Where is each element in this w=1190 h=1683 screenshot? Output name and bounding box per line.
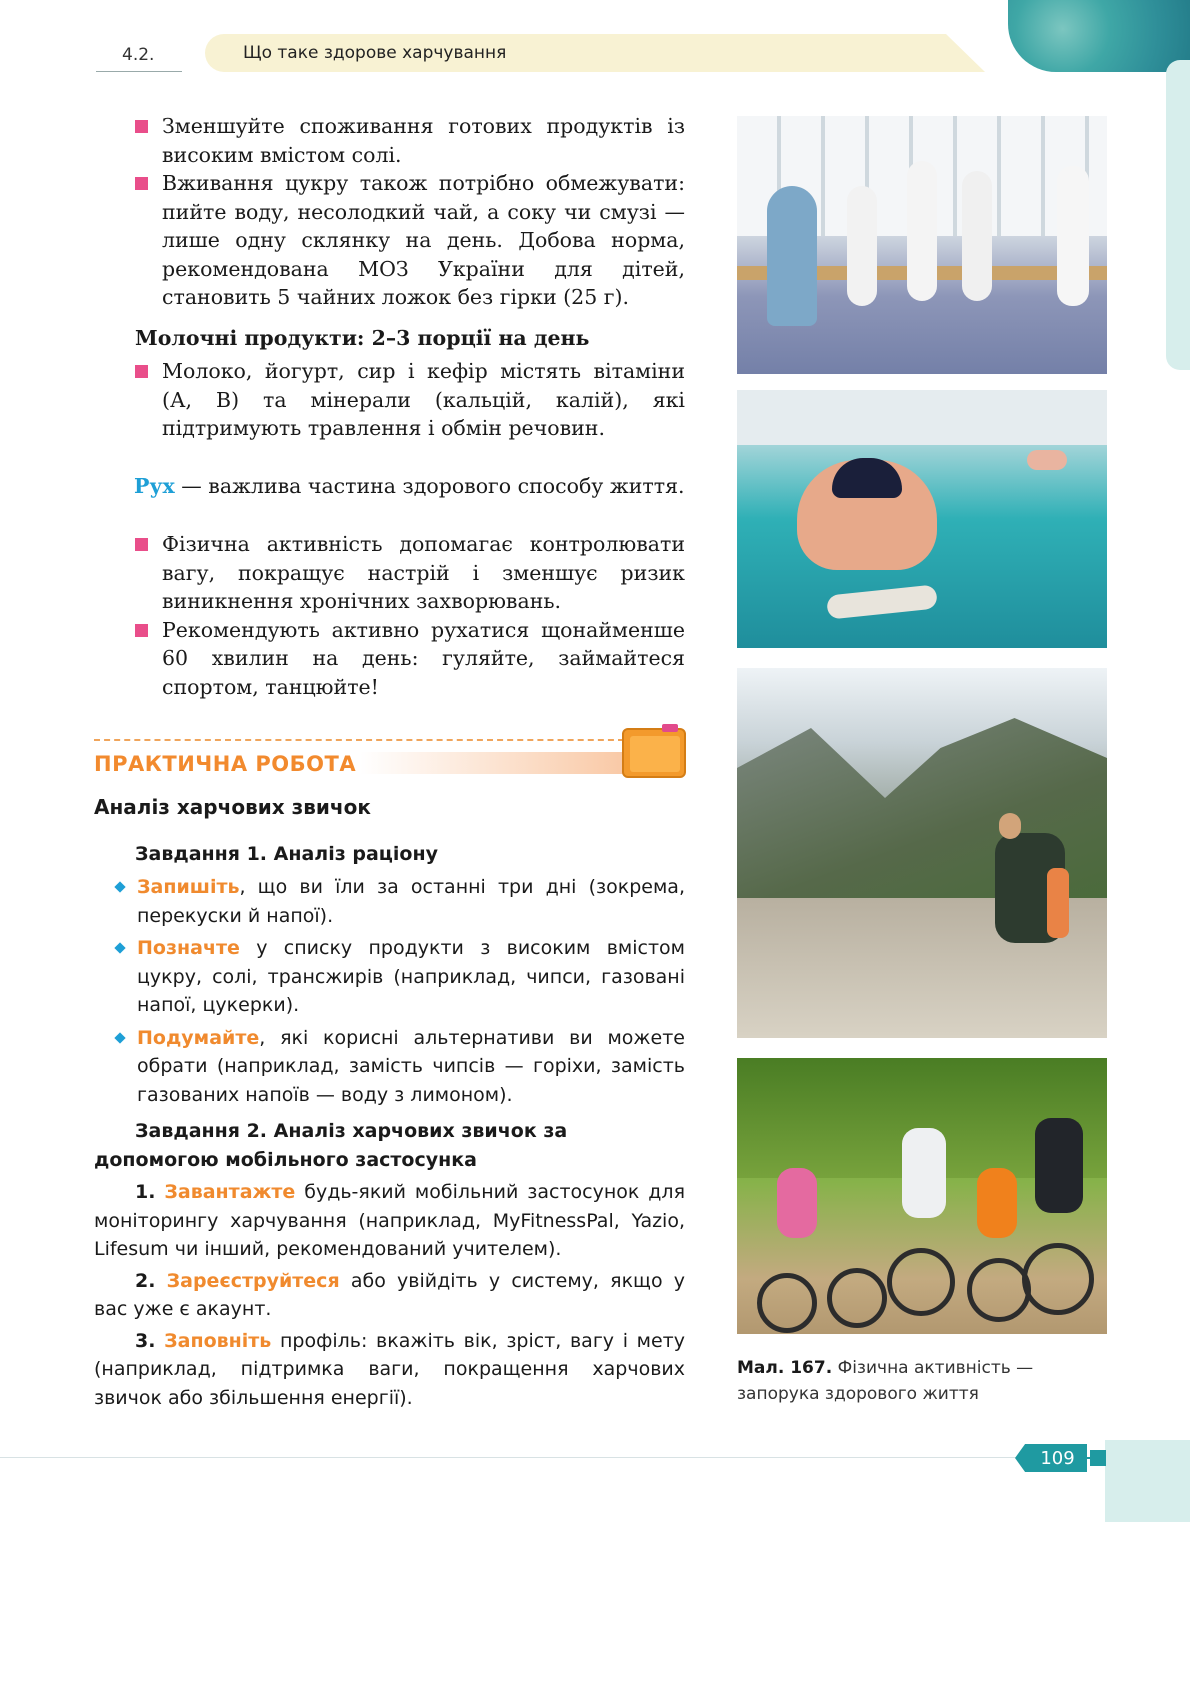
- section-number: 4.2.: [96, 38, 182, 72]
- dairy-list: [135, 357, 685, 443]
- list-item: Запишіть, що ви їли за останні три дні (зокрема, перекуски й напої).: [116, 873, 685, 930]
- bullet-square-icon: [135, 624, 148, 637]
- practical-label: ПРАКТИЧНА РОБОТА: [94, 752, 357, 776]
- figure-caption-text: Фізична активність — запорука здорового життя: [737, 1358, 1034, 1404]
- section-title: Що таке здорове харчування: [243, 43, 507, 63]
- practical-title: Аналіз харчових звичок: [94, 795, 371, 819]
- movement-paragraph: [94, 472, 685, 501]
- photo-hiker-mountains: [737, 668, 1107, 1038]
- diamond-bullet-icon: [114, 942, 125, 953]
- task2-heading: Завдання 2. Аналіз харчових звичок за допомогою мобільного застосунка: [94, 1120, 568, 1171]
- list-item: Рекомендують активно рухатися щонайменше 60 хвилин на день: гуляйте, займайтеся спортом, танцюйте!: [135, 616, 685, 702]
- salt-sugar-list: [135, 112, 685, 312]
- list-item: Позначте у списку продукти з високим вмістом цукру, солі, трансжирів (наприклад, чипси, газовані напої, цукерки).: [116, 934, 685, 1020]
- section-gradient: [360, 752, 625, 774]
- list-item: Молоко, йогурт, сир і кефір містять вітаміни (А, В) та мінерали (кальцій, калій), які підтримують травлення і обмін речовин.: [135, 357, 685, 443]
- side-band: [1166, 60, 1190, 370]
- list-item: Подумайте, які корисні альтернативи ви можете обрати (наприклад, замість чипсів — горіхи, замість газованих напоїв — воду з лимоном).: [116, 1024, 685, 1110]
- task1-list: [116, 873, 685, 1109]
- figure-label: Мал. 167.: [737, 1358, 833, 1378]
- bullet-square-icon: [135, 120, 148, 133]
- folder-icon: [622, 728, 686, 778]
- movement-definition: — важлива частина здорового способу життя.: [174, 474, 685, 498]
- bullet-square-icon: [135, 365, 148, 378]
- task2-steps: [94, 1178, 685, 1412]
- footer-band: [1105, 1440, 1190, 1522]
- page-number: 109: [1040, 1447, 1075, 1469]
- photo-family-cycling: [737, 1058, 1107, 1334]
- photo-children-exercising: [737, 116, 1107, 374]
- list-item: Зменшуйте споживання готових продуктів із високим вмістом солі.: [135, 112, 685, 169]
- list-item: Вживання цукру також потрібно обмежувати: пийте воду, несолодкий чай, а соку чи смузі — лише одну склянку на день. Добова норма, рекомендована МОЗ України для дітей, становить 5 чайних ложок без гірки (25 г).: [135, 169, 685, 312]
- corner-decoration: [1008, 0, 1190, 72]
- list-item: 3. Заповніть профіль: вкажіть вік, зріст, вагу і мету (наприклад, підтримка ваги, покращення харчових звичок або збільшення енергії).: [94, 1329, 685, 1409]
- bullet-square-icon: [135, 538, 148, 551]
- dairy-heading: Молочні продукти: 2–3 порції на день: [135, 326, 590, 350]
- list-item: Фізична активність допомагає контролювати вагу, покращує настрій і зменшує ризик виникнення хронічних захворювань.: [135, 530, 685, 616]
- page-marker-square-icon: [1090, 1450, 1106, 1466]
- movement-list: [135, 530, 685, 701]
- bullet-square-icon: [135, 177, 148, 190]
- task1-heading: Завдання 1. Аналіз раціону: [135, 843, 438, 865]
- footer-line: [0, 1457, 1190, 1458]
- section-divider: [94, 739, 624, 741]
- movement-term: Рух: [134, 474, 175, 498]
- photo-boy-swimming: [737, 390, 1107, 648]
- diamond-bullet-icon: [114, 1032, 125, 1043]
- figure-caption: [737, 1355, 1109, 1407]
- diamond-bullet-icon: [114, 881, 125, 892]
- list-item: 2. Зареєструйтеся або увійдіть у систему, якщо у вас уже є акаунт.: [94, 1269, 685, 1320]
- list-item: 1. Завантажте будь-який мобільний застосунок для моніторингу харчування (наприклад, MyFitnessPal, Yazio, Lifesum чи інший, рекомендований учителем).: [94, 1181, 686, 1260]
